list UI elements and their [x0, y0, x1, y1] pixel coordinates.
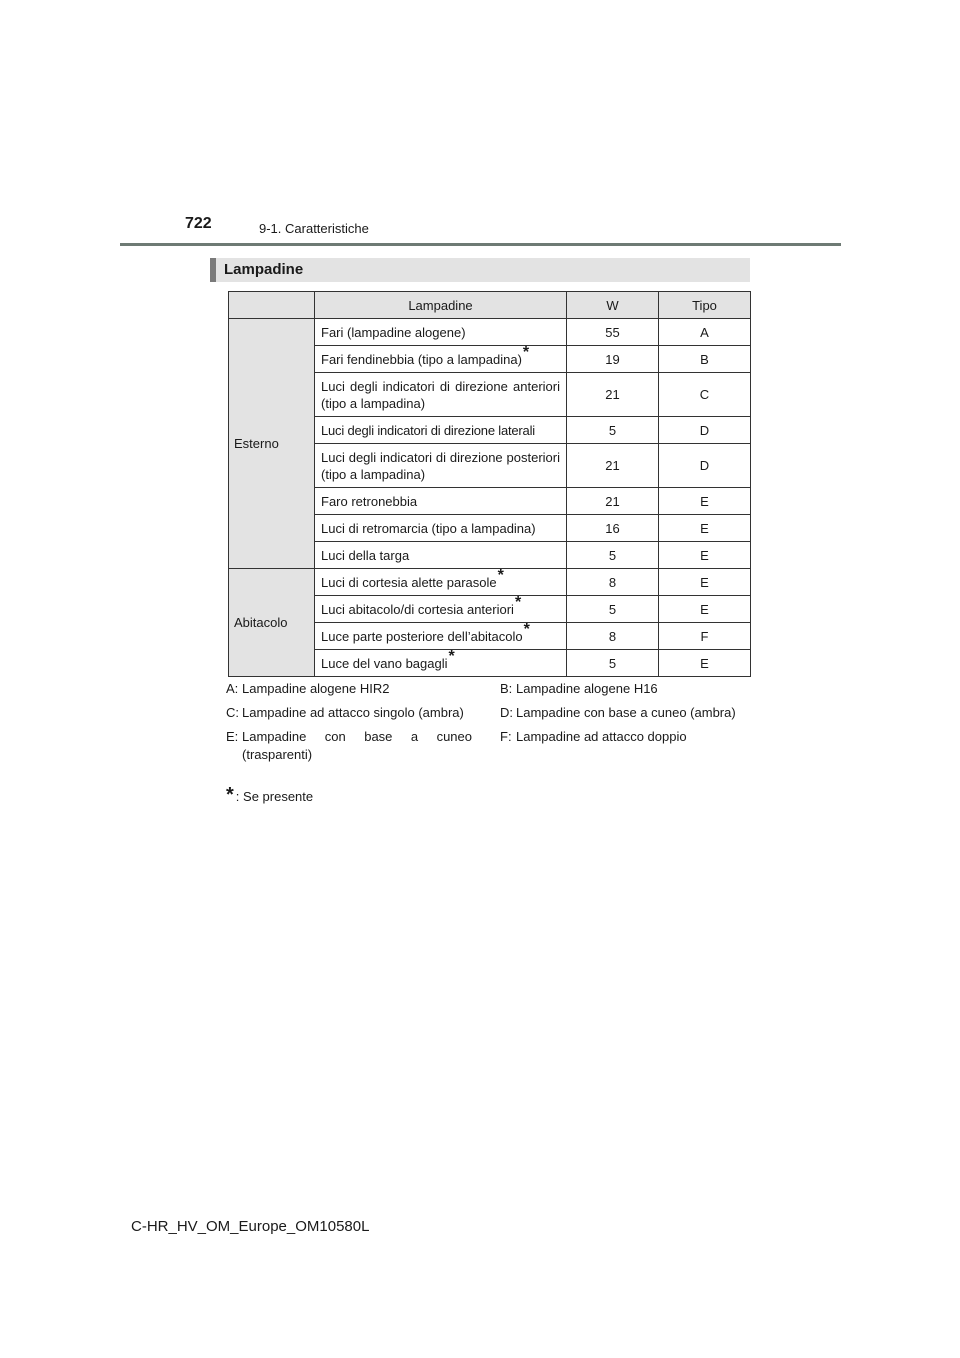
legend-row — [226, 728, 746, 764]
bulb-name: Faro retronebbia — [315, 488, 567, 515]
legend-item — [226, 728, 472, 764]
page-number: 722 — [185, 215, 212, 232]
column-header — [229, 292, 315, 319]
section-title: 9-1. Caratteristiche — [259, 221, 369, 236]
legend-text: Lampadine alogene H16 — [516, 681, 658, 696]
footnote-text: : Se presente — [235, 789, 314, 804]
bulb-type: B — [659, 346, 751, 373]
section-heading-label: Lampadine — [224, 261, 304, 278]
header-divider — [120, 243, 841, 246]
bulb-watt: 5 — [567, 596, 659, 623]
bulb-watt: 21 — [567, 444, 659, 488]
bulb-watt: 55 — [567, 319, 659, 346]
bulb-type-legend — [226, 680, 746, 770]
legend-key: B: — [500, 681, 513, 696]
legend-row — [226, 704, 746, 722]
legend-text: Lampadine con base a cuneo (trasparenti) — [242, 729, 472, 762]
bulb-type: C — [659, 373, 751, 417]
footnote-star: * — [514, 593, 522, 611]
legend-text: Lampadine con base a cuneo (ambra) — [516, 705, 736, 720]
bulb-name: Luci della targa — [315, 542, 567, 569]
legend-text: Lampadine alogene HIR2 — [242, 681, 390, 696]
group-label: Esterno — [229, 319, 315, 569]
bulb-name: Luci degli indicatori di direzione posteriori (tipo a lampadina) — [315, 444, 567, 488]
bulb-type: F — [659, 623, 751, 650]
legend-key: C: — [226, 705, 239, 720]
bulb-watt: 16 — [567, 515, 659, 542]
table-header-row — [229, 292, 751, 319]
legend-key: A: — [226, 681, 239, 696]
bulb-type: A — [659, 319, 751, 346]
bulb-watt: 21 — [567, 488, 659, 515]
bulb-type: E — [659, 542, 751, 569]
bulb-watt: 5 — [567, 542, 659, 569]
bulb-watt: 8 — [567, 623, 659, 650]
footnote-star: * — [523, 620, 530, 638]
bulb-watt: 19 — [567, 346, 659, 373]
bulb-table — [228, 291, 751, 677]
column-header: W — [567, 292, 659, 319]
footnote-star: * — [448, 647, 455, 665]
bulb-name: Luci degli indicatori di direzione anteriori (tipo a lampadina) — [315, 373, 567, 417]
bulb-watt: 5 — [567, 417, 659, 444]
column-header: Tipo — [659, 292, 751, 319]
legend-item — [500, 704, 746, 722]
legend-key: D: — [500, 705, 513, 720]
legend-item — [226, 704, 472, 722]
legend-item — [226, 680, 472, 698]
legend-row — [226, 680, 746, 698]
footnote — [226, 786, 313, 804]
legend-text: Lampadine ad attacco doppio — [516, 729, 687, 744]
group-label: Abitacolo — [229, 569, 315, 677]
footnote-star: * — [522, 343, 530, 361]
document-id: C-HR_HV_OM_Europe_OM10580L — [131, 1218, 370, 1235]
footnote-star: * — [226, 784, 234, 806]
bulb-type: E — [659, 488, 751, 515]
bulb-name: Luci di cortesia alette parasole* — [315, 569, 567, 596]
bulb-watt: 5 — [567, 650, 659, 677]
bulb-type: E — [659, 515, 751, 542]
bulb-watt: 8 — [567, 569, 659, 596]
bulb-name: Luce del vano bagagli* — [315, 650, 567, 677]
bulb-name: Luce parte posteriore dell’abitacolo* — [315, 623, 567, 650]
bulb-type: E — [659, 596, 751, 623]
bulb-type: E — [659, 650, 751, 677]
bulb-name: Luci degli indicatori di direzione laterali — [315, 417, 567, 444]
bulb-name: Luci abitacolo/di cortesia anteriori* — [315, 596, 567, 623]
legend-key: F: — [500, 729, 512, 744]
legend-text: Lampadine ad attacco singolo (ambra) — [242, 705, 464, 720]
legend-key: E: — [226, 729, 239, 744]
table-row — [229, 319, 751, 346]
bulb-type: D — [659, 444, 751, 488]
legend-item — [500, 680, 746, 698]
bulb-name: Luci di retromarcia (tipo a lampadina) — [315, 515, 567, 542]
bulb-type: E — [659, 569, 751, 596]
footnote-star: * — [497, 566, 504, 584]
bulb-type: D — [659, 417, 751, 444]
bulb-name: Fari (lampadine alogene) — [315, 319, 567, 346]
column-header: Lampadine — [315, 292, 567, 319]
bulb-watt: 21 — [567, 373, 659, 417]
legend-item — [500, 728, 746, 764]
section-heading — [210, 258, 750, 282]
table-row — [229, 569, 751, 596]
bulb-name: Fari fendinebbia (tipo a lampadina)* — [315, 346, 567, 373]
